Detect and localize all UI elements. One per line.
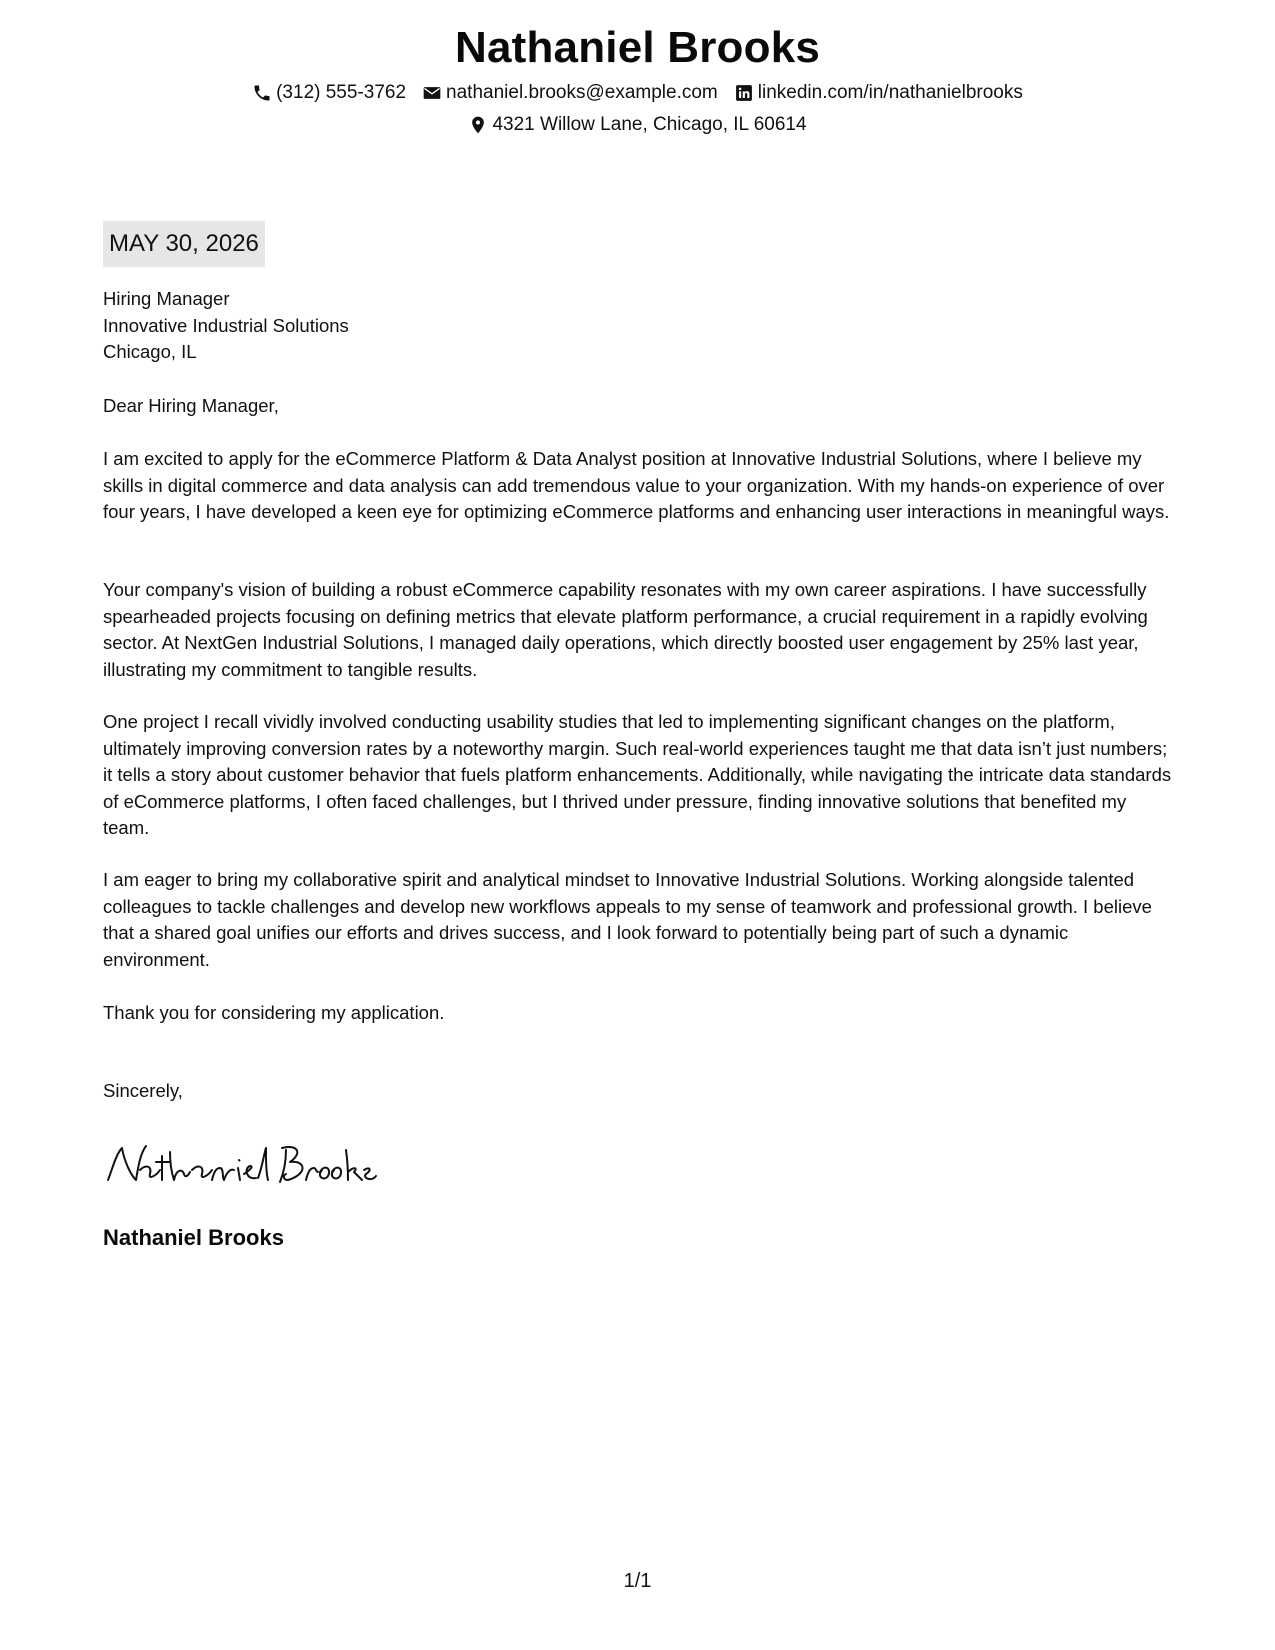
linkedin-icon [734, 83, 754, 103]
contact-phone [252, 80, 406, 106]
recipient-company: Innovative Industrial Solutions [103, 314, 349, 336]
phone-icon [252, 83, 272, 103]
body-paragraph-3: One project I recall vividly involved conducting usability studies that led to implementing significant changes on the platform, ultimately improving conversion rates by a noteworthy margin. Such real-world experiences taught me that data isn’t just numbers; it tells a story about customer behavior that fuels platform enhancements. Additionally, while navigating the intricate data standards of eCommerce platforms, I often faced challenges, but I thrived under pressure, finding innovative solutions that benefited my team. [103, 711, 1172, 838]
linkedin-text: linkedin.com/in/nathanielbrooks [757, 82, 1023, 103]
contact-email[interactable] [422, 80, 718, 106]
signed-name: Nathaniel Brooks [103, 1225, 284, 1250]
recipient-location: Chicago, IL [103, 341, 197, 362]
address-text: 4321 Willow Lane, Chicago, IL 60614 [492, 114, 807, 135]
phone-text: (312) 555-3762 [276, 82, 407, 103]
sender-name-heading: Nathaniel Brooks [454, 23, 821, 72]
envelope-icon [422, 83, 442, 103]
handwritten-signature [100, 1140, 380, 1190]
recipient-block [103, 286, 1173, 366]
page-number: 1/1 [623, 1570, 652, 1592]
email-text: nathaniel.brooks@example.com [446, 82, 718, 103]
contact-row-address [0, 112, 1275, 138]
letter-date: MAY 30, 2026 [103, 221, 265, 267]
thanks-line: Thank you for considering my application. [103, 1002, 445, 1023]
contact-address [468, 112, 806, 138]
salutation: Dear Hiring Manager, [103, 395, 279, 416]
body-paragraph-1: I am excited to apply for the eCommerce Platform & Data Analyst position at Innovative Industrial Solutions, where I believe my skills in digital commerce and data analysis can add tremendous value to your organization. With my hands-on experience of over four years, I have developed a keen eye for optimizing eCommerce platforms and enhancing user interactions in meaningful ways. [103, 448, 1170, 522]
body-paragraph-4: I am eager to bring my collaborative spirit and analytical mindset to Innovative Industrial Solutions. Working alongside talented colleagues to tackle challenges and develop new workflows appeals to my sense of teamwork and professional growth. I believe that a shared goal unifies our efforts and drives success, and I look forward to potentially being part of such a dynamic environment. [103, 869, 1152, 970]
map-pin-icon [468, 115, 488, 135]
contact-row-primary [0, 80, 1275, 106]
recipient-title: Hiring Manager [103, 288, 230, 309]
body-paragraph-2: Your company's vision of building a robust eCommerce capability resonates with my own career aspirations. I have successfully spearheaded projects focusing on defining metrics that elevate platform performance, a crucial requirement in a rapidly evolving sector. At NextGen Industrial Solutions, I managed daily operations, which directly boosted user engagement by 25% last year, illustrating my commitment to tangible results. [103, 579, 1148, 680]
contact-linkedin[interactable] [734, 80, 1023, 106]
closing-line: Sincerely, [103, 1080, 183, 1101]
